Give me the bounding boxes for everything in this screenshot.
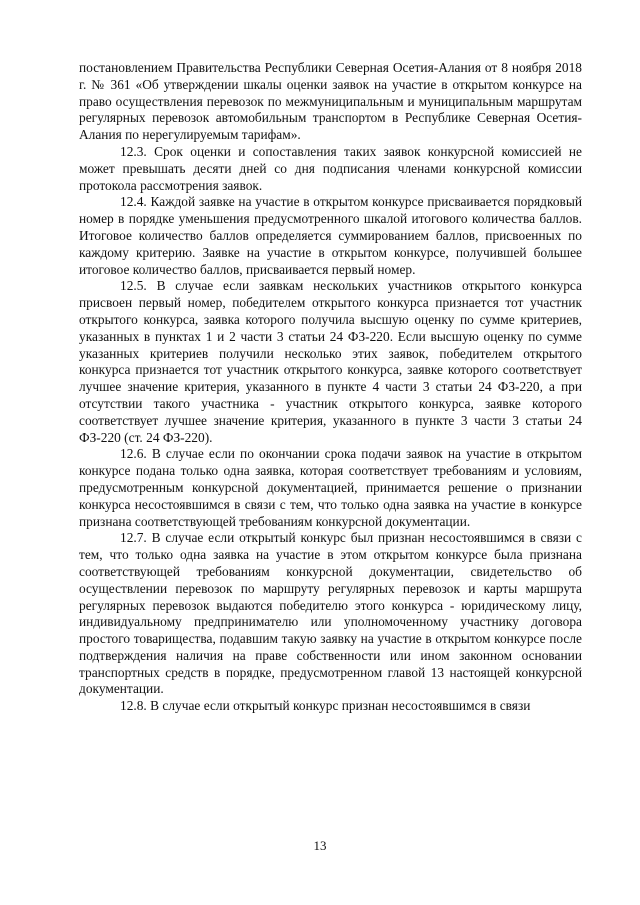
paragraph-12-8: 12.8. В случае если открытый конкурс признан несостоявшимся в связи (120, 698, 531, 714)
paragraph-12-5: 12.5. В случае если заявкам нескольких участников открытого конкурса присвоен первый номер, победителем открытого конкурса признается тот участник открытого конкурса, заявка которого получила высшую оценку по сумме критериев, указанных в пунктах 1 и 2 части 3 статьи 24 ФЗ-220. Если высшую оценку по сумме указанных критериев получили несколько этих заявок, победителем открытого конкурса признается тот участник открытого конкурса, заявке которого соответствует лучшее значение критерия, указанного в пункте 4 части 3 статьи 24 ФЗ-220, а при отсутствии такого участника - участник открытого конкурса, заявке которого соответствует лучшее значение критерия, указанного в пункте 3 части 3 статьи 24 ФЗ-220 (ст. 24 ФЗ-220). (79, 278, 582, 445)
page-number: 13 (313, 838, 327, 853)
paragraph-12-7: 12.7. В случае если открытый конкурс был признан несостоявшимся в связи с тем, что только одна заявка на участие в этом открытом конкурсе была признана соответствующей требованиям конкурсной документации, свидетельство об осуществлении перевозок по маршруту регулярных перевозок и карты маршрута регулярных перевозок выдаются победителю этого конкурса - юридическому лицу, индивидуальному предпринимателю или уполномоченному участнику договора простого товарищества, подавшим такую заявку на участие в открытом конкурсе после подтверждения наличия на праве собственности или ином законном основании транспортных средств в порядке, предусмотренном главой 13 настоящей конкурсной документации. (79, 530, 582, 697)
paragraph-12-4: 12.4. Каждой заявке на участие в открытом конкурсе присваивается порядковый номер в порядке уменьшения предусмотренного шкалой итогового количества баллов. Итоговое количество баллов определяется суммированием баллов, присвоенных по каждому критерию. Заявке на участие в открытом конкурсе, получившей большее итоговое количество баллов, присваивается первый номер. (79, 194, 582, 277)
paragraph-12-3: 12.3. Срок оценки и сопоставления таких заявок конкурсной комиссией не может превышать десяти дней со дня подписания членами конкурсной комиссии протокола рассмотрения заявок. (79, 143, 582, 193)
paragraph-12-6: 12.6. В случае если по окончании срока подачи заявок на участие в открытом конкурсе подана только одна заявка, которая соответствует требованиям и условиям, предусмотренным конкурсной документацией, принимается решение о признании конкурса несостоявшимся в связи с тем, что только одна заявка на участие в конкурсе признана соответствующей требованиям конкурсной документации. (79, 446, 582, 529)
paragraph-continuation: постановлением Правительства Республики Северная Осетия-Алания от 8 ноября 2018 г. № 361 «Об утверждении шкалы оценки заявок на участие в открытом конкурсе на право осуществления перевозок по межмуниципальным и муниципальным маршрутам регулярных перевозок автомобильным транспортом в Республике Северная Осетия-Алания по нерегулируемым тарифам». (79, 60, 582, 143)
document-body (79, 60, 582, 715)
